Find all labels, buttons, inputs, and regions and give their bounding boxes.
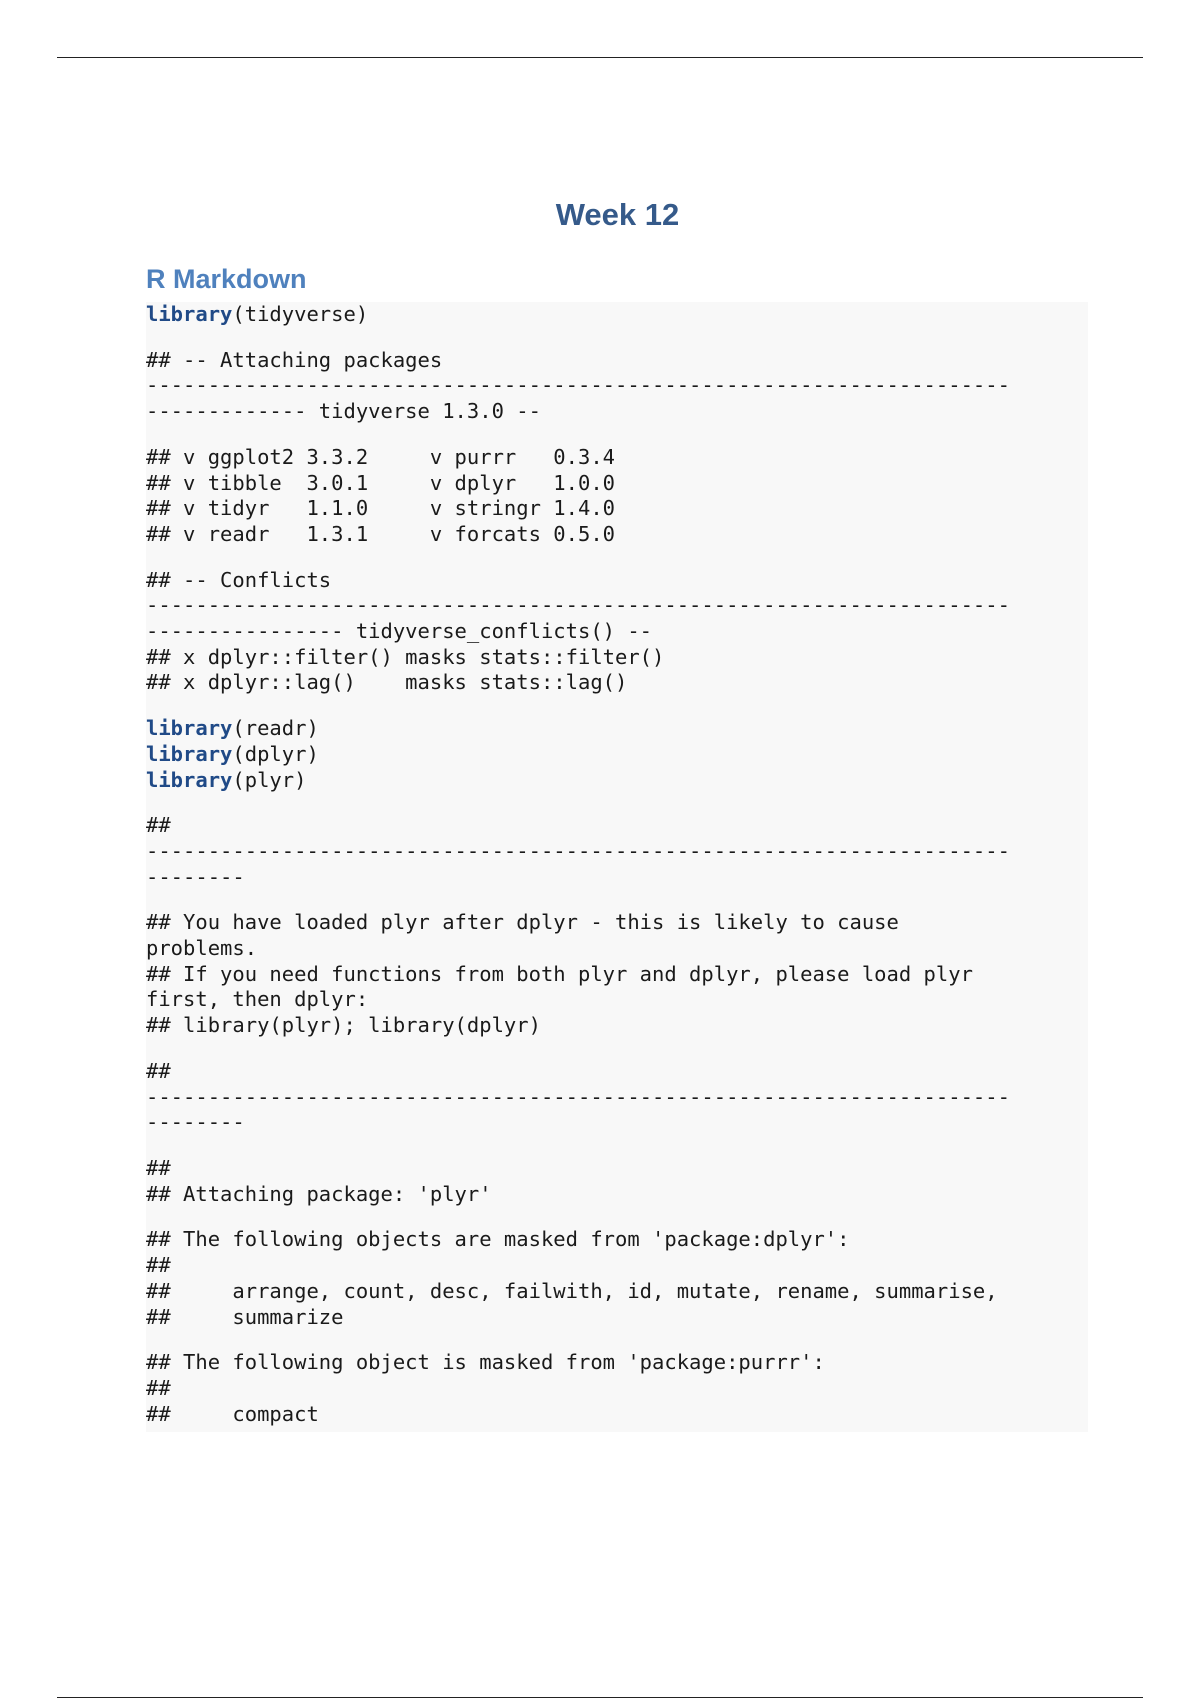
output-line: ## library(plyr); library(dplyr) [146,1013,541,1038]
output-line: ## [146,1253,171,1278]
output-line: ## -- Attaching packages [146,347,443,372]
output-chunk [146,348,1088,425]
output-line: -------- [146,864,245,889]
output-line: ---------------------------------------------------------------------- [146,838,1010,863]
code-line [146,716,1088,742]
function-name: library [146,741,233,766]
output-line: ## summarize [146,1304,344,1329]
output-line: ------------- tidyverse 1.3.0 -- [146,399,541,424]
output-line: ## v tidyr 1.1.0 v stringr 1.4.0 [146,496,615,521]
code-chunk [146,716,1088,793]
output-chunk [146,1350,1088,1427]
code-output-area [146,302,1088,1447]
code-line [146,302,1088,328]
code-line [146,742,1088,768]
output-line: ## You have loaded plyr after dplyr - this is likely to cause [146,910,899,935]
section-heading: R Markdown [146,264,307,294]
output-chunk [146,568,1088,697]
output-chunk [146,813,1088,890]
output-line: ## -- Conflicts [146,567,332,592]
output-chunk [146,1156,1088,1207]
output-line: ## Attaching package: 'plyr' [146,1181,492,1206]
output-line: ## [146,1375,171,1400]
output-chunk [146,1227,1088,1330]
function-name: library [146,716,233,741]
output-line: ## x dplyr::filter() masks stats::filter() [146,644,665,669]
output-line: -------- [146,1110,245,1135]
output-line: ---------------------------------------------------------------------- [146,373,1010,398]
output-line: ## [146,813,171,838]
output-chunk [146,1059,1088,1136]
header-rule [57,57,1143,58]
output-line: ## v readr 1.3.1 v forcats 0.5.0 [146,521,615,546]
output-line: ## x dplyr::lag() masks stats::lag() [146,670,628,695]
function-argument: (plyr) [232,767,307,792]
document-title: Week 12 [555,197,680,232]
output-line: first, then dplyr: [146,987,369,1012]
function-name: library [146,302,233,326]
output-line: problems. [146,936,258,961]
function-name: library [146,767,233,792]
output-line: ## The following objects are masked from 'package:dplyr': [146,1227,850,1252]
output-line: ## v ggplot2 3.3.2 v purrr 0.3.4 [146,444,615,469]
function-argument: (tidyverse) [232,302,369,326]
output-chunk [146,910,1088,1039]
code-line [146,768,1088,794]
output-line: ---------------- tidyverse_conflicts() -- [146,619,653,644]
output-line: ## v tibble 3.0.1 v dplyr 1.0.0 [146,470,615,495]
function-argument: (readr) [232,716,319,741]
output-line: ## [146,1155,171,1180]
output-line: ## arrange, count, desc, failwith, id, mutate, rename, summarise, [146,1278,998,1303]
footer-rule [57,1697,1143,1698]
function-argument: (dplyr) [232,741,319,766]
output-line: ## compact [146,1401,319,1426]
output-line: ## The following object is masked from 'package:purrr': [146,1350,825,1375]
output-line: ---------------------------------------------------------------------- [146,1084,1010,1109]
output-chunk [146,445,1088,548]
output-line: ---------------------------------------------------------------------- [146,593,1010,618]
output-line: ## If you need functions from both plyr and dplyr, please load plyr [146,961,973,986]
output-line: ## [146,1058,171,1083]
code-chunk [146,302,1088,328]
